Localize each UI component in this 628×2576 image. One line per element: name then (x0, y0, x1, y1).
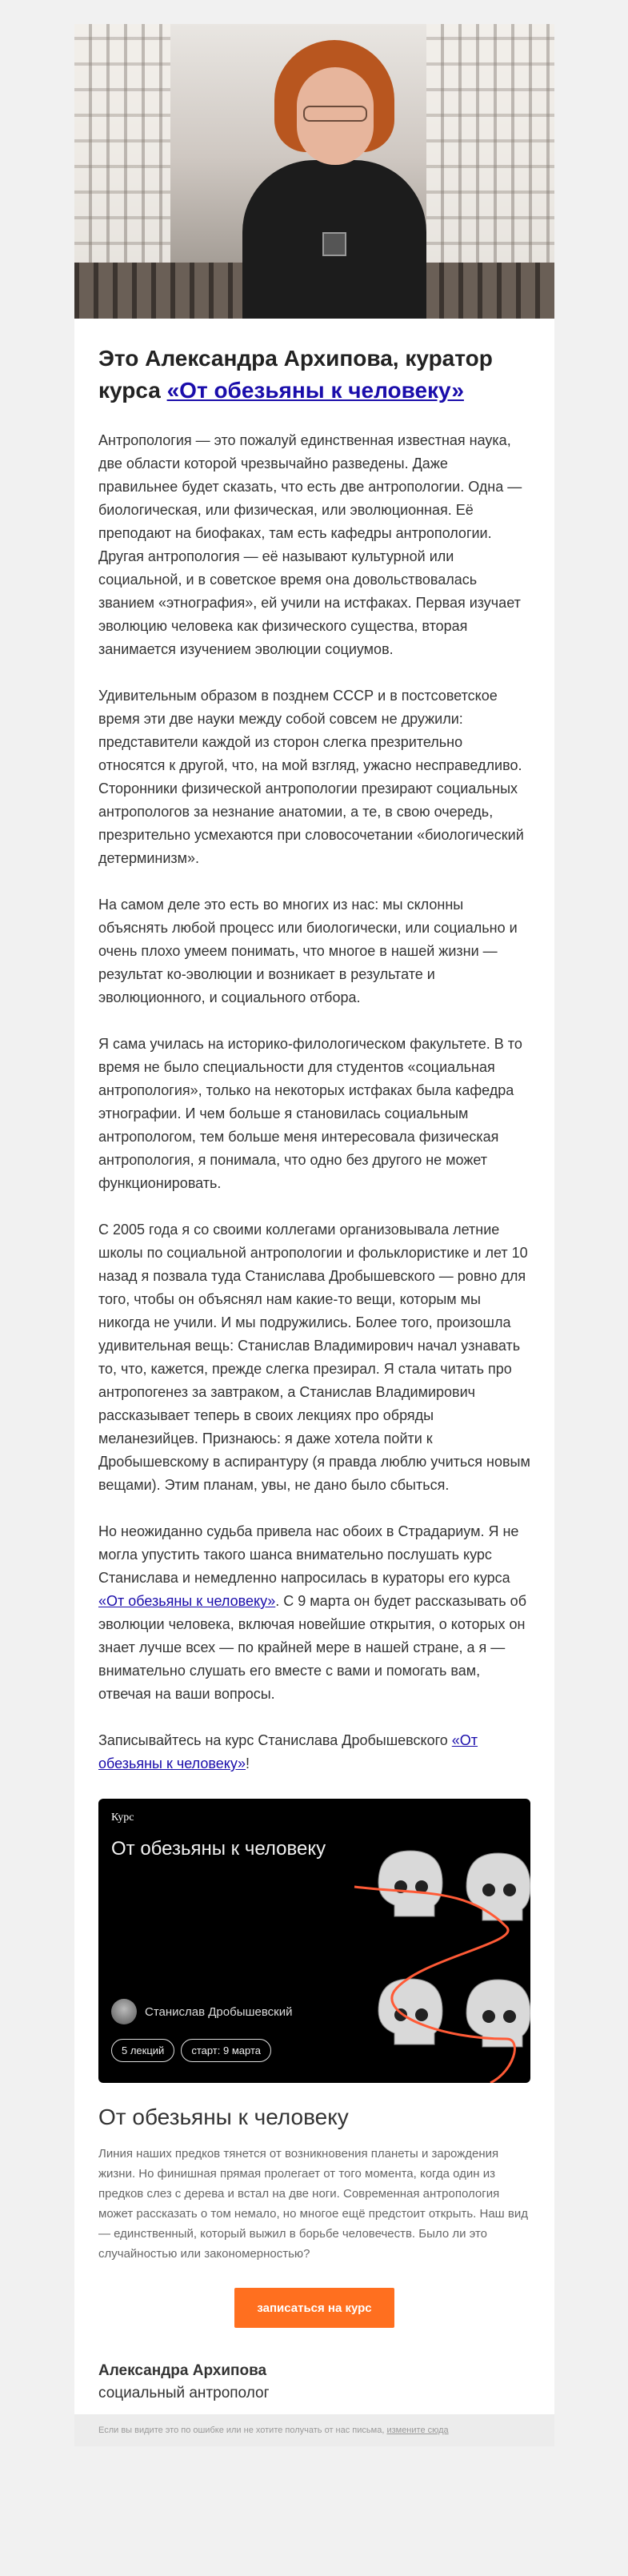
paragraph-7: Записывайтесь на курс Станислава Дробышевского «От обезьяны к человеку»! (98, 1732, 478, 1772)
hero-photo (74, 24, 554, 319)
course-title-link[interactable]: «От обезьяны к человеку» (166, 378, 464, 403)
paragraph-2: Удивительным образом в позднем СССР и в постсоветское время эти две науки между собой совсем не дружили: представители каждой из сторон слегка презрительно относятся к другой, что, на мой взгляд, ужасно несправедливо. Сторонники физической антропологии презирают социальных антропологов за незнание анатомии, а те, в свою очередь, презрительно усмехаются при словосочетании «биологический детерминизм». (98, 688, 524, 866)
banner-kicker: Курс (111, 1812, 134, 1824)
portrait-figure (274, 40, 394, 319)
course-inline-link[interactable]: «От обезьяны к человеку» (98, 1593, 276, 1609)
lectures-pill: 5 лекций (111, 2039, 174, 2062)
paragraph-1: Антропология — это пожалуй единственная известная наука, две области которой чрезвычайно разведены. Даже правильнее будет сказать, что есть две антропологии. Одна — биологическая, или физическая, или эволюционная. Её преподают на биофаках, там есть кафедры антропологии. Другая антропология — её называют культурной или социальной, и в советское время она довольствовалась званием «этнография», ей учили на истфаках. Первая изучает эволюцию человека как физического существа, вторая занимается изучением эволюции социумов. (98, 432, 522, 657)
course-signup-link[interactable]: «От обезьяны к человеку» (98, 1732, 478, 1772)
paragraph-5: С 2005 года я со своими коллегами организовывала летние школы по социальной антропологии и фольклористике и лет 10 назад я позвала туда Станислава Дробышевского — ровно для того, чтобы он объяснял нам какие-то вещи, которым мы никогда не учили. И мы подружились. Более того, произошла удивительная вещь: Станислав Владимирович начал узнавать то, что, кажется, прежде слегка презирал. Я стала читать про антропогенез за завтраком, а Станислав Владимирович рассказывает теперь в своих лекциях про обряды меланезийцев. Признаюсь: я даже хотела пойти к Дробышевскому в аспирантуру (я правда люблю учиться новым вещами). Этим планам, увы, не дано было сбыться. (98, 1222, 530, 1493)
cta-wrap (98, 2288, 530, 2328)
course-card-description: Линия наших предков тянется от возникновения планеты и зарождения жизни. Но финишная прямая пролегает от того момента, когда один из предков слез с дерева и встал на две ноги. Современная антропология может рассказать о том немало, но многое ещё предстоит открыть. Наш вид — единственный, который выжил в борьбе человечеств. Было ли это случайностью или закономерностью? (98, 2147, 528, 2261)
email-footer (74, 2414, 554, 2446)
footer-text: Если вы видите это по ошибке или не хотите получать от нас письма, (98, 2426, 387, 2435)
course-card-title: От обезьяны к человеку (98, 2105, 349, 2129)
page-title: Это Александра Архипова, куратор курса «От обезьяны к человеку» (98, 346, 493, 403)
author-avatar (111, 1999, 137, 2024)
signup-button[interactable]: записаться на курс (234, 2288, 394, 2328)
paragraph-3: На самом деле это есть во многих из нас: мы склонны объяснять любой процесс или биологически, или социально и очень плохо умеем понимать, что многое в нашей жизни — результат ко-эволюции и возникает в результате и эволюционного, и социального отбора. (98, 897, 518, 1005)
author-name: Станислав Дробышевский (145, 2004, 293, 2019)
email-container (74, 24, 554, 2446)
signature-name: Александра Архипова (98, 2362, 267, 2379)
unsubscribe-link[interactable]: измените сюда (386, 2426, 449, 2435)
paragraph-6: Но неожиданно судьба привела нас обоих в Страдариум. Я не могла упустить такого шанса внимательно послушать курс Станислава и немедленно напросилась в кураторы его курса «От обезьяны к человеку». С 9 марта он будет рассказывать об эволюции человека, включая новейшие открытия, о которых он знает лучше всех — по крайней мере в нашей стране, а я — внимательно слушать его вместе с вами и помогать вам, отвечая на ваши вопросы. (98, 1523, 527, 1702)
banner-title: От обезьяны к человеку (111, 1838, 326, 1860)
banner-pills (111, 2039, 271, 2062)
email-body (74, 319, 554, 2405)
signature-role: социальный антрополог (98, 2385, 270, 2401)
banner-author (111, 1999, 292, 2024)
skulls-illustration (322, 1799, 530, 2083)
start-date-pill: старт: 9 марта (181, 2039, 271, 2062)
course-banner[interactable] (98, 1799, 530, 2083)
paragraph-4: Я сама училась на историко-филологическом факультете. В то время не было специальности для студентов «социальная антропология», только на некоторых истфаках была кафедра этнографии. И чем больше я становилась социальным антропологом, тем больше меня интересовала физическая антропология, я понимала, что одно без другого не может функционировать. (98, 1036, 522, 1191)
